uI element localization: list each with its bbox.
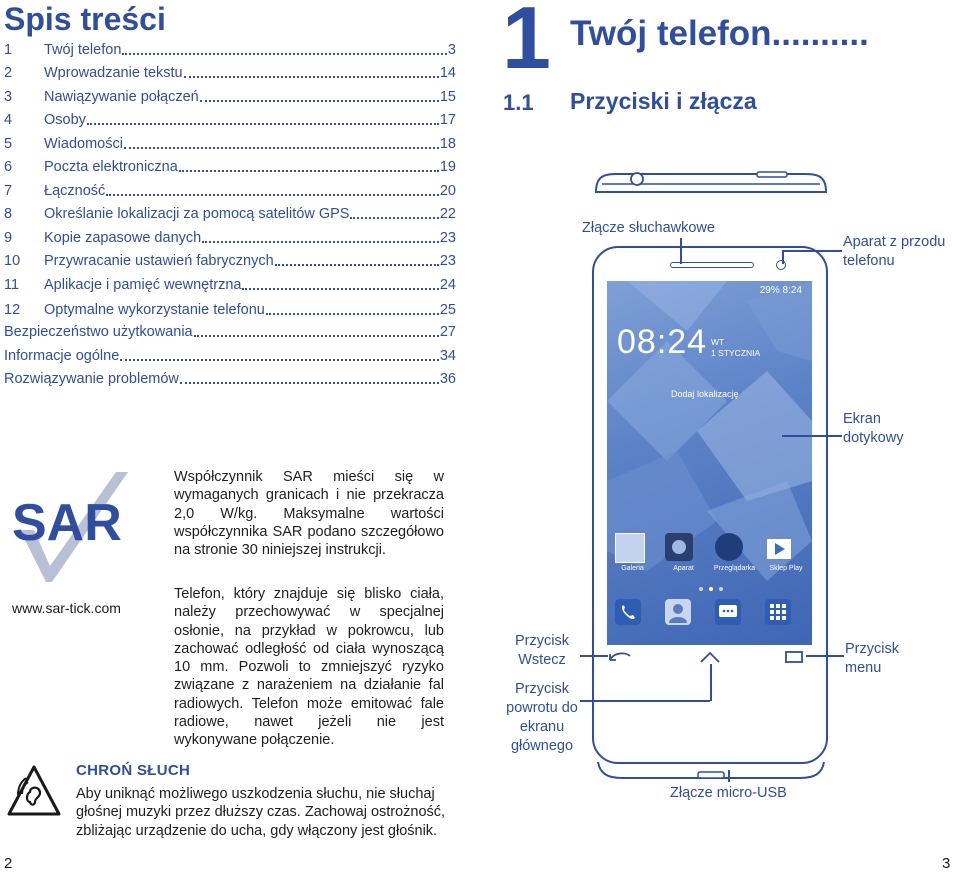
toc-dot-leader [275, 264, 439, 266]
toc-entry[interactable] [4, 271, 456, 293]
page-indicator [699, 587, 723, 591]
play-store-icon[interactable] [765, 533, 793, 561]
toc-entry-page: 17 [439, 112, 456, 128]
sar-logo [8, 470, 148, 590]
lock-date: 1 STYCZNIA [711, 348, 761, 358]
toc-entry[interactable] [4, 83, 456, 105]
home-button-icon[interactable] [698, 650, 722, 664]
toc-entry-page: 19 [439, 159, 456, 175]
leader-line [782, 250, 784, 264]
app-label: Aparat [673, 565, 694, 572]
toc-entry-title: Łączność [44, 183, 106, 199]
page-number-left: 2 [4, 855, 13, 872]
sar-url[interactable]: www.sar-tick.com [12, 600, 121, 616]
label-menu-button: Przycisk menu [845, 641, 899, 676]
toc-entry-title: Nawiązywanie połączeń [44, 89, 199, 105]
lock-clock: 08:24 [617, 323, 708, 361]
toc-dot-leader [122, 53, 447, 55]
toc-dot-leader [106, 194, 439, 196]
toc-dot-leader [179, 170, 439, 172]
browser-icon[interactable] [715, 533, 743, 561]
toc-entry-number: 3 [4, 89, 13, 105]
phone-bottom-edge [594, 760, 828, 782]
toc-entry-title: Aplikacje i pamięć wewnętrzna [44, 277, 242, 293]
label-home-button: Przycisk powrotu do ekranu głównego [506, 681, 578, 754]
toc-entry-title: Osoby [44, 112, 86, 128]
app-label: Sklep Play [769, 565, 803, 572]
app-label: Przeglądarka [713, 565, 756, 572]
hearing-title: CHROŃ SŁUCH [76, 762, 191, 779]
toc-entry-page: 36 [439, 371, 456, 387]
toc-entry-page: 18 [439, 136, 456, 152]
section-title: Przyciski i złącza [570, 88, 757, 114]
toc-entry-title: Wprowadzanie tekstu [44, 65, 183, 81]
toc-entry-page: 22 [439, 206, 456, 222]
toc-entry-page: 3 [447, 42, 456, 58]
leader-line [782, 250, 842, 252]
sar-paragraph: Współczynnik SAR mieści się w wymaganych granicach i nie przekracza 2,0 W/kg. Maksymalne wartości współczynnika SAR podano szczegółowo na stronie 30 niniejszej instrukcji. [174, 469, 444, 559]
toc-entry-number: 2 [4, 65, 13, 81]
toc-dot-leader [194, 335, 439, 337]
toc-entry-number: 9 [4, 230, 13, 246]
leader-line [710, 664, 712, 701]
micro-usb-port-icon [698, 772, 724, 778]
toc-entry-title: Rozwiązywanie problemów [4, 371, 179, 387]
toc-entry-title: Twój telefon [44, 42, 122, 58]
hearing-text: Aby uniknąć możliwego uszkodzenia słuchu, nie słuchaj głośnej muzyki przez dłuższy czas. Zachowaj ostrożność, zbliżając urządzenie do ucha, gdy włączony jest głośnik. [76, 786, 446, 839]
camera-icon[interactable] [665, 533, 693, 561]
status-bar: 29% 8:24 [759, 285, 802, 296]
toc-entry-number: 4 [4, 112, 13, 128]
toc-entry-title: Optymalne wykorzystanie telefonu [44, 302, 265, 318]
sar-logo-text: SAR [12, 494, 122, 552]
toc-entry-number: 1 [4, 42, 13, 58]
toc-entry[interactable] [4, 59, 456, 81]
toc-dot-leader [87, 123, 439, 125]
toc-title: Spis treści [4, 1, 166, 37]
toc-dot-leader [184, 76, 439, 78]
hearing-warning-icon [6, 764, 62, 820]
toc-entry-title: Wiadomości [44, 136, 123, 152]
label-back-button: Przycisk Wstecz [515, 633, 569, 668]
toc-dot-leader [202, 241, 439, 243]
toc-dot-leader [242, 288, 438, 290]
toc-entry[interactable] [4, 36, 456, 58]
toc-entry-page: 14 [439, 65, 456, 81]
toc-entry-title: Przywracanie ustawień fabrycznych [44, 253, 274, 269]
messages-app-icon[interactable] [715, 599, 741, 625]
label-headset-jack: Złącze słuchawkowe [582, 220, 715, 236]
toc-entry-page: 27 [439, 324, 456, 340]
toc-dot-leader [124, 147, 439, 149]
label-front-camera: Aparat z przodu telefonu [843, 234, 946, 269]
chapter-title: Twój telefon.......... [570, 14, 869, 53]
label-touch-screen: Ekran dotykowy [843, 411, 904, 446]
toc-entry-title: Informacje ogólne [4, 348, 120, 364]
toc-entry[interactable] [4, 365, 456, 387]
menu-button-icon[interactable] [782, 650, 806, 664]
toc-entry-page: 23 [439, 253, 456, 269]
section-number: 1.1 [503, 90, 534, 115]
toc-entry[interactable] [4, 130, 456, 152]
toc-entry-number: 5 [4, 136, 13, 152]
app-labels [607, 565, 812, 572]
toc-entry-number: 6 [4, 159, 13, 175]
toc-entry-number: 7 [4, 183, 13, 199]
toc-entry-number: 11 [4, 277, 20, 293]
toc-entry-number: 10 [4, 253, 21, 269]
page-number-right: 3 [942, 855, 951, 872]
toc-entry[interactable] [4, 200, 456, 222]
toc-entry[interactable] [4, 342, 456, 364]
leader-line [580, 655, 608, 657]
contacts-app-icon[interactable] [665, 599, 691, 625]
toc-entry-title: Bezpieczeństwo użytkowania [4, 324, 193, 340]
toc-entry[interactable] [4, 153, 456, 175]
phone-top-edge [592, 170, 830, 200]
toc-entry-page: 25 [439, 302, 456, 318]
toc-entry-page: 15 [439, 89, 456, 105]
toc-dot-leader [180, 382, 439, 384]
leader-line [680, 238, 682, 264]
app-label: Galeria [621, 565, 644, 572]
toc-entry-number: 12 [4, 302, 21, 318]
toc-entry[interactable] [4, 106, 456, 128]
toc-entry-page: 20 [439, 183, 456, 199]
lock-day: WT [711, 337, 725, 347]
toc-entry-page: 34 [439, 348, 456, 364]
toc-dot-leader [120, 359, 439, 361]
add-location-link[interactable]: Dodaj lokalizację [671, 389, 739, 399]
toc-entry-page: 24 [439, 277, 456, 293]
body-distance-paragraph: Telefon, który znajduje się blisko ciała, należy przechowywać w specjalnej osłonie, na przykład w pokrowcu, lub zachować odległość od ciała wynoszącą 10 mm. Pozwoli to zmniejszyć ryzyko związane z narażeniem na działanie fal radiowych. Telefon może emitować fale radiowe, nawet jeżeli nie jest wykonywane połączenie. [174, 586, 444, 749]
toc-entry[interactable] [4, 224, 456, 246]
phone-app-icon[interactable] [615, 599, 641, 625]
headset-jack-icon [631, 173, 643, 185]
toc-entry-title: Określanie lokalizacji za pomocą satelitów GPS [44, 206, 350, 222]
toc-entry[interactable] [4, 177, 456, 199]
apps-drawer-icon[interactable] [765, 599, 791, 625]
toc-entry[interactable] [4, 318, 456, 340]
leader-line [782, 435, 842, 437]
label-micro-usb: Złącze micro-USB [670, 785, 787, 801]
gallery-icon[interactable] [615, 533, 645, 563]
toc-dot-leader [200, 100, 439, 102]
toc-dot-leader [350, 217, 438, 219]
leader-line [580, 700, 710, 702]
toc-entry-title: Poczta elektroniczna [44, 159, 178, 175]
earpiece-speaker [670, 262, 754, 268]
front-camera-icon [776, 260, 786, 270]
toc-entry[interactable] [4, 296, 456, 318]
touch-screen[interactable] [607, 281, 812, 645]
toc-entry-number: 8 [4, 206, 13, 222]
toc-dot-leader [266, 313, 439, 315]
leader-line [806, 655, 844, 657]
toc-entry-page: 23 [439, 230, 456, 246]
chapter-number: 1 [502, 0, 549, 87]
back-button-icon[interactable] [608, 650, 634, 664]
toc-entry-title: Kopie zapasowe danych [44, 230, 202, 246]
leader-line [728, 770, 730, 782]
toc-entry[interactable] [4, 247, 456, 269]
